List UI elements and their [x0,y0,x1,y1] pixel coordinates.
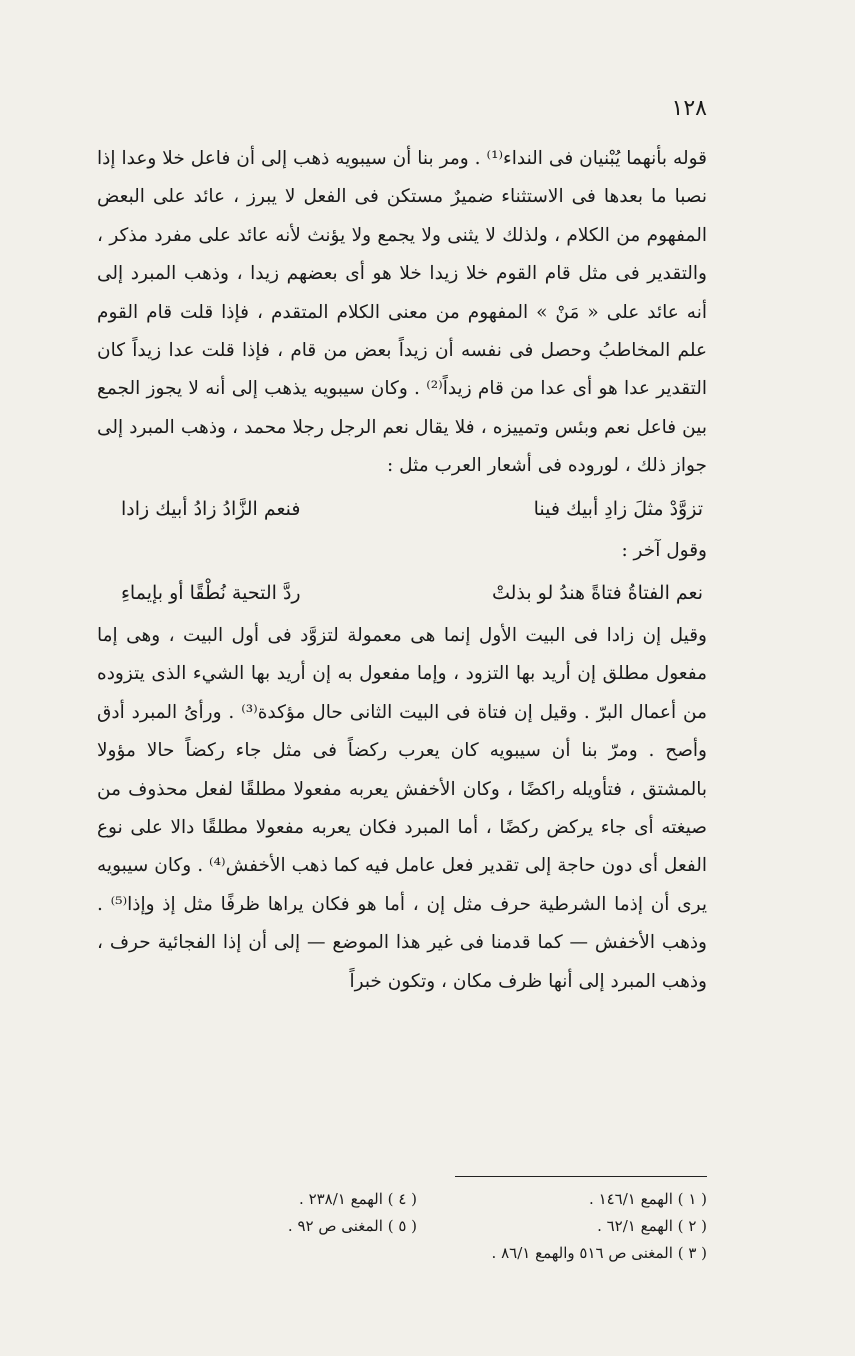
footnote-3: ( ٣ ) المغنى ص ٥١٦ والهمع ٨٦/١ . [491,1244,707,1262]
verse-1-second-hemistich: فنعم الزَّادُ زادُ أبيك زادا [121,497,301,520]
verse-2-second-hemistich: ردَّ التحية نُطْقًا أو بإيماءِ [121,582,301,605]
footnote-2: ( ٢ ) الهمع ٦٢/١ . [597,1217,707,1235]
paragraph-2: وقيل إن زادا فى البيت الأول إنما هى معمولة لتزوَّد فى أول البيت ، وهى إما مفعول مطلق إن أريد بها التزود ، وإما مفعول به إن أريد بها الشيء الذى يتزوده من أعمال البرّ . وقيل إن فتاة فى البيت الثانى حال مؤكدة⁽³⁾ . ورأىُ المبرد أدق وأصح . ومرّ بنا أن سيبويه كان يعرب ركضاً فى مثل جاء ركضاً حالا مؤولا بالمشتق ، فتأويله راكضًا ، وكان الأخفش يعربه مفعولا مطلقًا لفعل محذوف من صيغته أى جاء يركض ركضًا ، أما المبرد فكان يعربه مفعولا مطلقًا دالا على نوع الفعل أى دون حاجة إلى تقدير فعل عامل فيه كما ذهب الأخفش⁽⁴⁾ . وكان سيبويه يرى أن إذما الشرطية حرف مثل إن ، أما هو فكان يراها ظرفًا مثل إذ وإذا⁽⁵⁾ . وذهب الأخفش — كما قدمنا فى غير هذا الموضع — إلى أن إذا الفجائية حرف ، وذهب المبرد إلى أنها ظرف مكان ، وتكون خبراً [97,624,708,992]
page-number: ١٢٨ [671,96,707,121]
paragraph-1: قوله بأنهما يُبْنيان فى النداء⁽¹⁾ . ومر بنا أن سيبويه ذهب إلى أن فاعل خلا وعدا إذا نصبا ما بعدها فى الاستثناء ضميرٌ مستكن فى الفعل لا يبرز ، عائد على البعض المفهوم من الكلام ، ولذلك لا يثنى ولا يجمع ولا يؤنث لأنه عائد على مفرد مذكر ، والتقدير فى مثل قام القوم خلا زيدا خلا هو أى بعضهم زيدا ، وذهب المبرد إلى أنه عائد على « مَنْ » المفهوم من معنى الكلام المتقدم ، فإذا قلت قام القوم علم المخاطبُ وحصل فى نفسه أن زيداً بعض من قام ، فإذا قلت عدا زيداً كان التقدير عدا هو أى عدا من قام زيداً⁽²⁾ . وكان سيبويه يذهب إلى أنه لا يجوز الجمع بين فاعل نعم وبئس وتمييزه ، فلا يقال نعم الرجل رجلا محمد ، وذهب المبرد إلى جواز ذلك ، لوروده فى أشعار العرب مثل : [97,148,707,477]
footnote-1: ( ١ ) الهمع ١٤٦/١ . [589,1190,707,1208]
footnote-divider [455,1176,707,1177]
verse-1 [97,486,707,532]
verse-1-first-hemistich: تزوَّدْ مثلَ زادِ أبيك فينا [533,497,703,520]
footnotes [147,1186,707,1267]
verse-2-first-hemistich: نعم الفتاةُ فتاةً هندُ لو بذلتْ [491,582,703,605]
footnote-4: ( ٤ ) الهمع ٢٣٨/١ . [299,1190,417,1208]
footnote-5: ( ٥ ) المغنى ص ٩٢ . [287,1217,417,1235]
verse-2-intro: وقول آخر : [621,540,707,562]
verse-2 [97,570,707,616]
main-text [97,140,707,1001]
